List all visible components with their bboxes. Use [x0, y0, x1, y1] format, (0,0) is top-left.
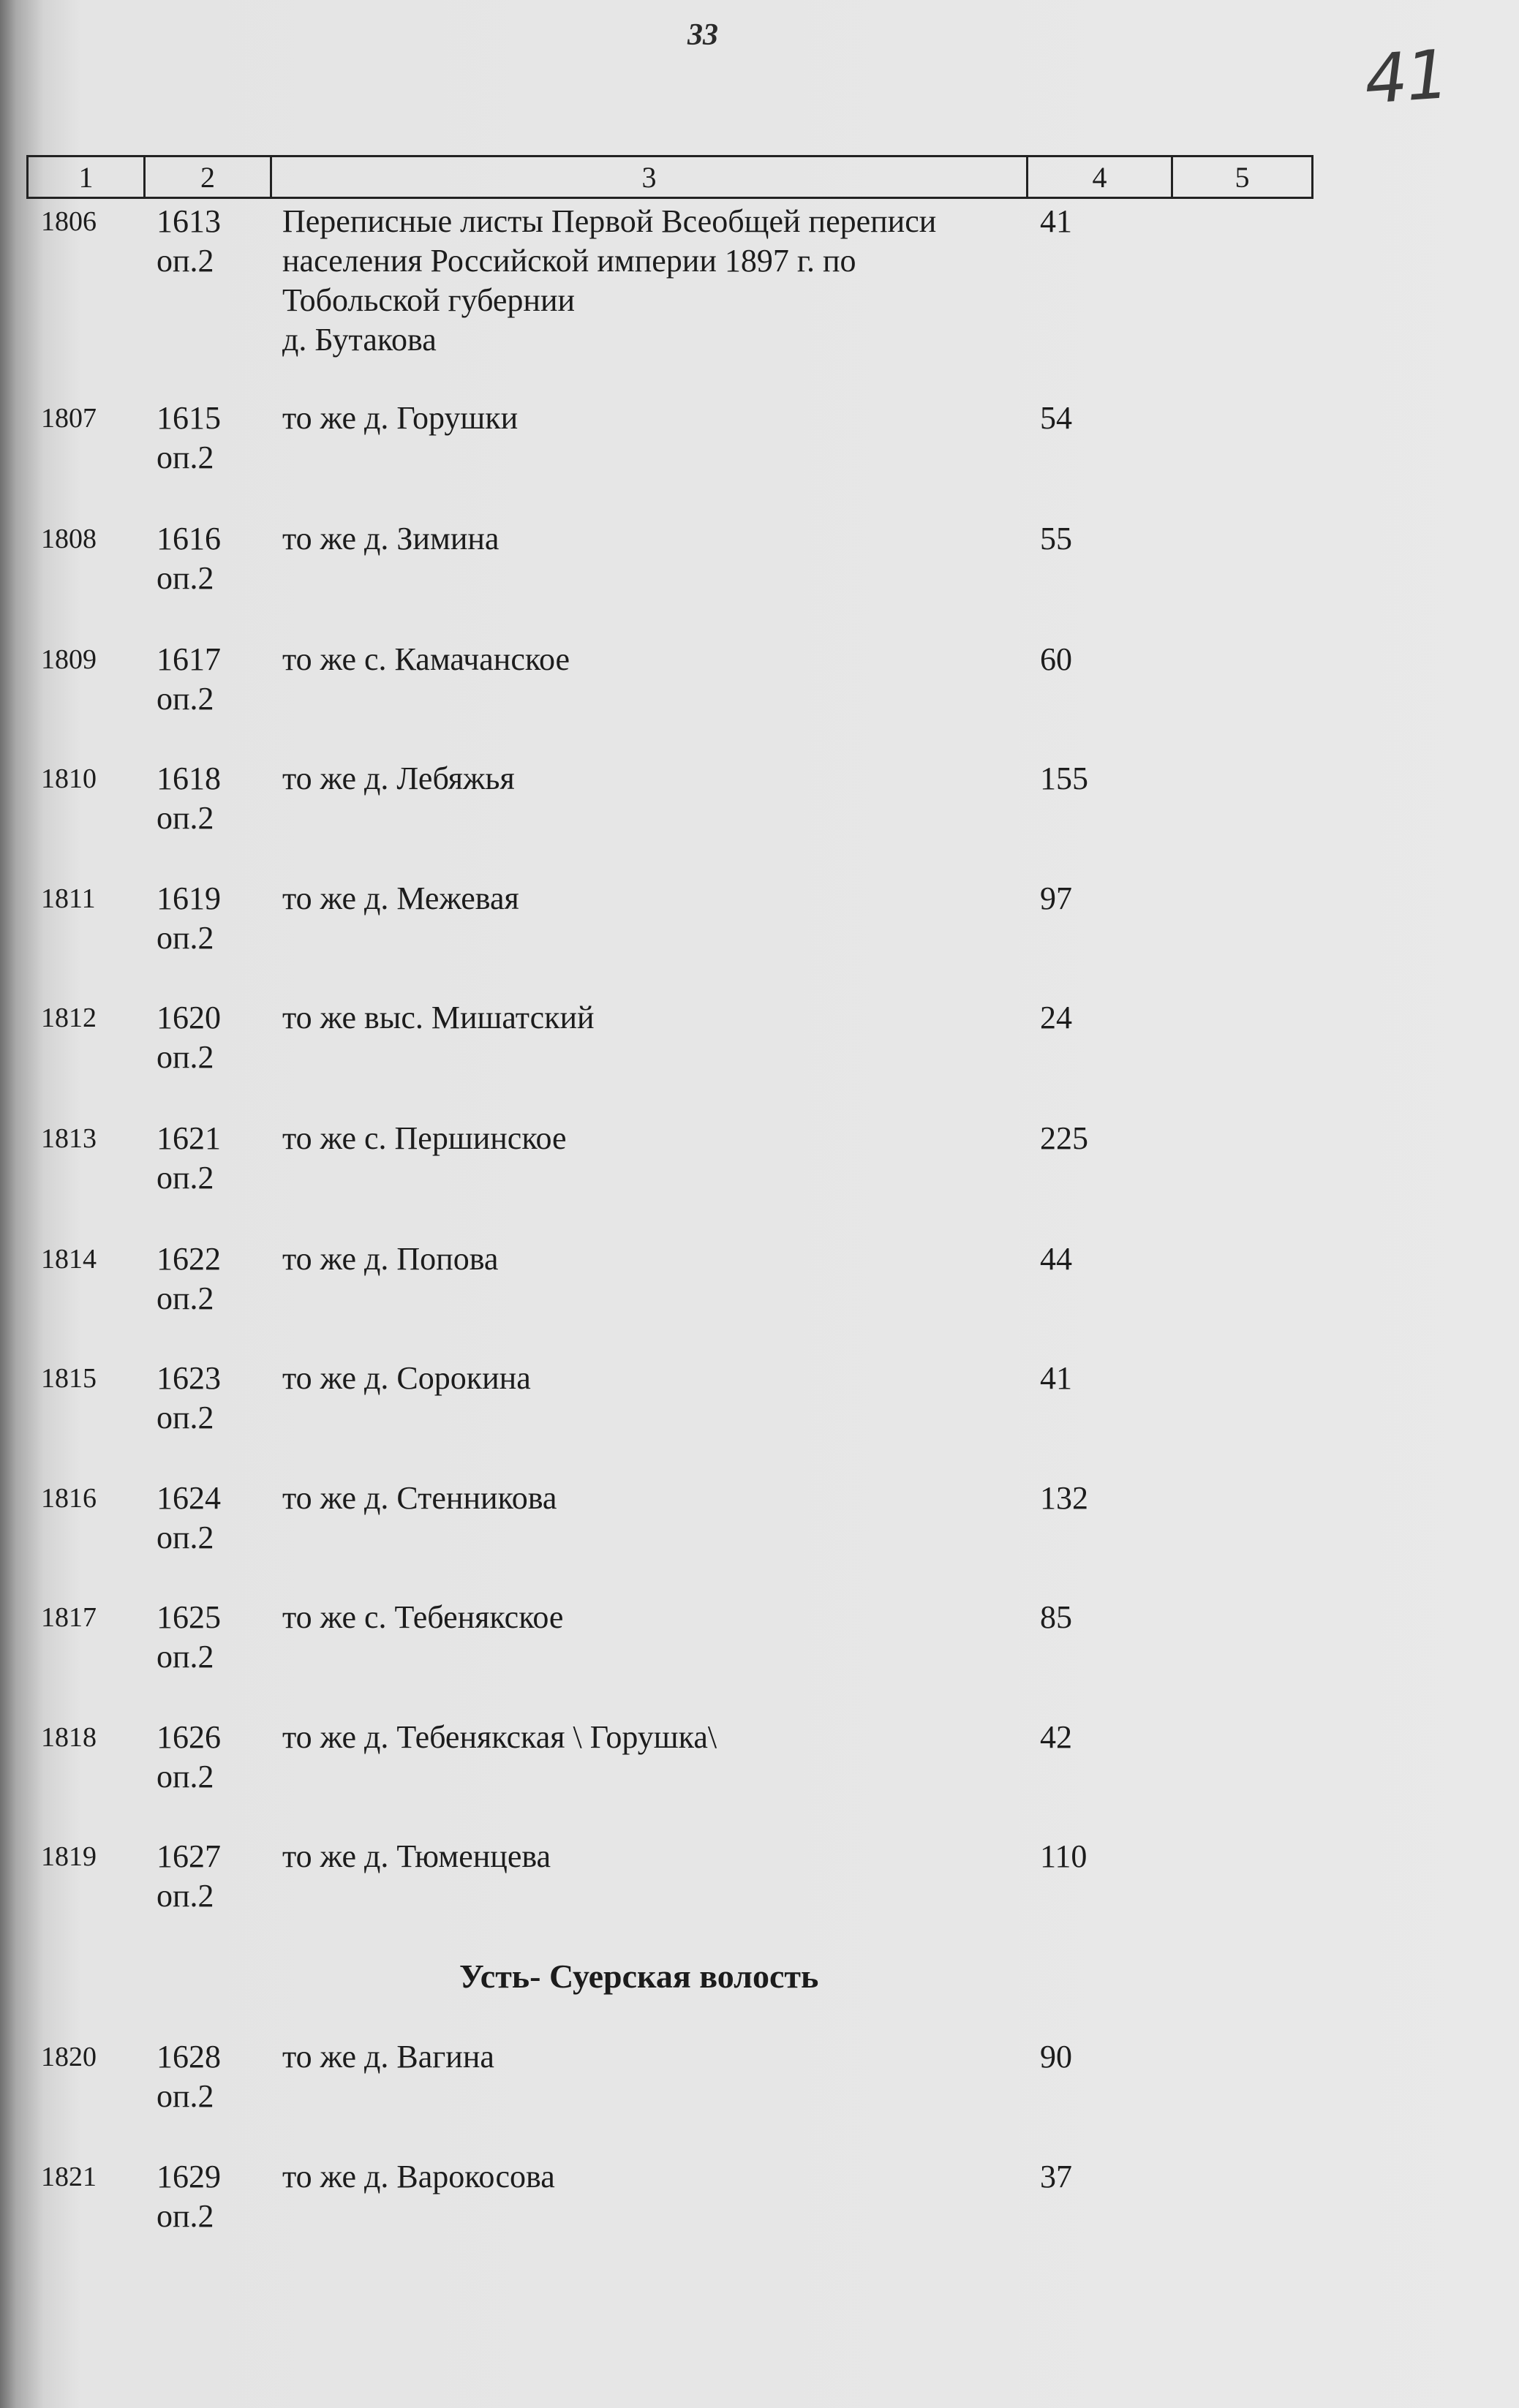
description: то же д. Лебяжья — [282, 760, 515, 796]
column-header-4: 4 — [1028, 157, 1173, 197]
fond-number: 1615 — [157, 400, 221, 436]
description: то же д. Варокосова — [282, 2159, 555, 2194]
opis-label: оп.2 — [157, 800, 214, 836]
description: то же с. Камачанское — [282, 641, 570, 677]
sheet-count: 225 — [1040, 1120, 1088, 1156]
description: то же д. Стенникова — [282, 1480, 557, 1516]
description: то же д. Сорокина — [282, 1360, 531, 1396]
fond-number: 1622 — [157, 1241, 221, 1277]
sheet-count: 41 — [1040, 203, 1072, 239]
fond-number: 1618 — [157, 760, 221, 796]
fond-number: 1619 — [157, 880, 221, 916]
fond-number: 1627 — [157, 1838, 221, 1874]
sheet-count: 132 — [1040, 1480, 1088, 1516]
row-number: 1816 — [41, 1483, 97, 1514]
description: то же д. Вагина — [282, 2039, 494, 2075]
description: то же д. Тюменцева — [282, 1838, 551, 1874]
description: то же д. Попова — [282, 1241, 499, 1277]
row-number: 1807 — [41, 403, 97, 434]
description: то же д. Зимина — [282, 521, 500, 556]
section-heading: Усть- Суерская волость — [459, 1958, 819, 1995]
column-header-5: 5 — [1235, 160, 1250, 194]
row-number: 1806 — [41, 206, 97, 237]
row-number: 1814 — [41, 1244, 97, 1275]
sheet-count: 85 — [1040, 1599, 1072, 1635]
opis-label: оп.2 — [157, 2078, 214, 2114]
sheet-count: 54 — [1040, 400, 1072, 436]
fond-number: 1625 — [157, 1599, 221, 1635]
sheet-count: 42 — [1040, 1719, 1072, 1755]
fond-number: 1626 — [157, 1719, 221, 1755]
opis-label: оп.2 — [157, 1400, 214, 1435]
sheet-count: 55 — [1040, 521, 1072, 556]
sheet-count: 44 — [1040, 1241, 1072, 1277]
fond-number: 1613 — [157, 203, 221, 239]
description: то же д. Тебенякская \ Горушка\ — [282, 1719, 717, 1755]
opis-label: оп.2 — [157, 1520, 214, 1555]
opis-label: оп.2 — [157, 681, 214, 717]
row-number: 1809 — [41, 644, 97, 675]
row-number: 1812 — [41, 1003, 97, 1033]
row-number: 1819 — [41, 1841, 97, 1872]
row-number: 1813 — [41, 1123, 97, 1154]
opis-label: оп.2 — [157, 1759, 214, 1794]
sheet-count: 60 — [1040, 641, 1072, 677]
row-number: 1808 — [41, 524, 97, 554]
fond-number: 1621 — [157, 1120, 221, 1156]
row-number: 1820 — [41, 2042, 97, 2072]
row-number: 1818 — [41, 1722, 97, 1753]
fond-number: 1624 — [157, 1480, 221, 1516]
opis-label: оп.2 — [157, 1878, 214, 1914]
fond-number: 1623 — [157, 1360, 221, 1396]
description: Переписные листы Первой Всеобщей переписи населения Российской империи 1897 г. по Тобольской губернии — [282, 203, 937, 318]
opis-label: оп.2 — [157, 2198, 214, 2234]
fond-number: 1617 — [157, 641, 221, 677]
row-number: 1815 — [41, 1363, 97, 1394]
description: то же д. Межевая — [282, 880, 519, 916]
description: то же д. Горушки — [282, 400, 519, 436]
row-number: 1821 — [41, 2162, 97, 2192]
row-number: 1810 — [41, 763, 97, 794]
opis-label: оп.2 — [157, 560, 214, 596]
column-header-row — [26, 155, 1313, 199]
description: то же с. Тебенякское — [282, 1599, 564, 1635]
row-number: 1817 — [41, 1602, 97, 1633]
fond-number: 1620 — [157, 1000, 221, 1035]
page-number: 33 — [687, 18, 718, 52]
opis-label: оп.2 — [157, 439, 214, 475]
sheet-count: 90 — [1040, 2039, 1072, 2075]
description: то же с. Першинское — [282, 1120, 567, 1156]
sheet-count: 110 — [1040, 1838, 1088, 1874]
opis-label: оп.2 — [157, 1160, 214, 1196]
sheet-count: 155 — [1040, 760, 1088, 796]
opis-label: оп.2 — [157, 920, 214, 956]
sheet-count: 37 — [1040, 2159, 1072, 2194]
row-number: 1811 — [41, 883, 96, 914]
opis-label: оп.2 — [157, 243, 214, 279]
opis-label: оп.2 — [157, 1639, 214, 1675]
fond-number: 1628 — [157, 2039, 221, 2075]
handwritten-sheet-number: 41 — [1362, 35, 1450, 119]
place-name: д. Бутакова — [282, 322, 437, 358]
fond-number: 1616 — [157, 521, 221, 556]
sheet-count: 97 — [1040, 880, 1072, 916]
opis-label: оп.2 — [157, 1039, 214, 1075]
sheet-count: 24 — [1040, 1000, 1072, 1035]
column-header-1: 1 — [29, 157, 146, 197]
opis-label: оп.2 — [157, 1280, 214, 1316]
column-header-2: 2 — [146, 157, 272, 197]
column-header-3: 3 — [272, 157, 1028, 197]
sheet-count: 41 — [1040, 1360, 1072, 1396]
fond-number: 1629 — [157, 2159, 221, 2194]
description: то же выс. Мишатский — [282, 1000, 595, 1035]
